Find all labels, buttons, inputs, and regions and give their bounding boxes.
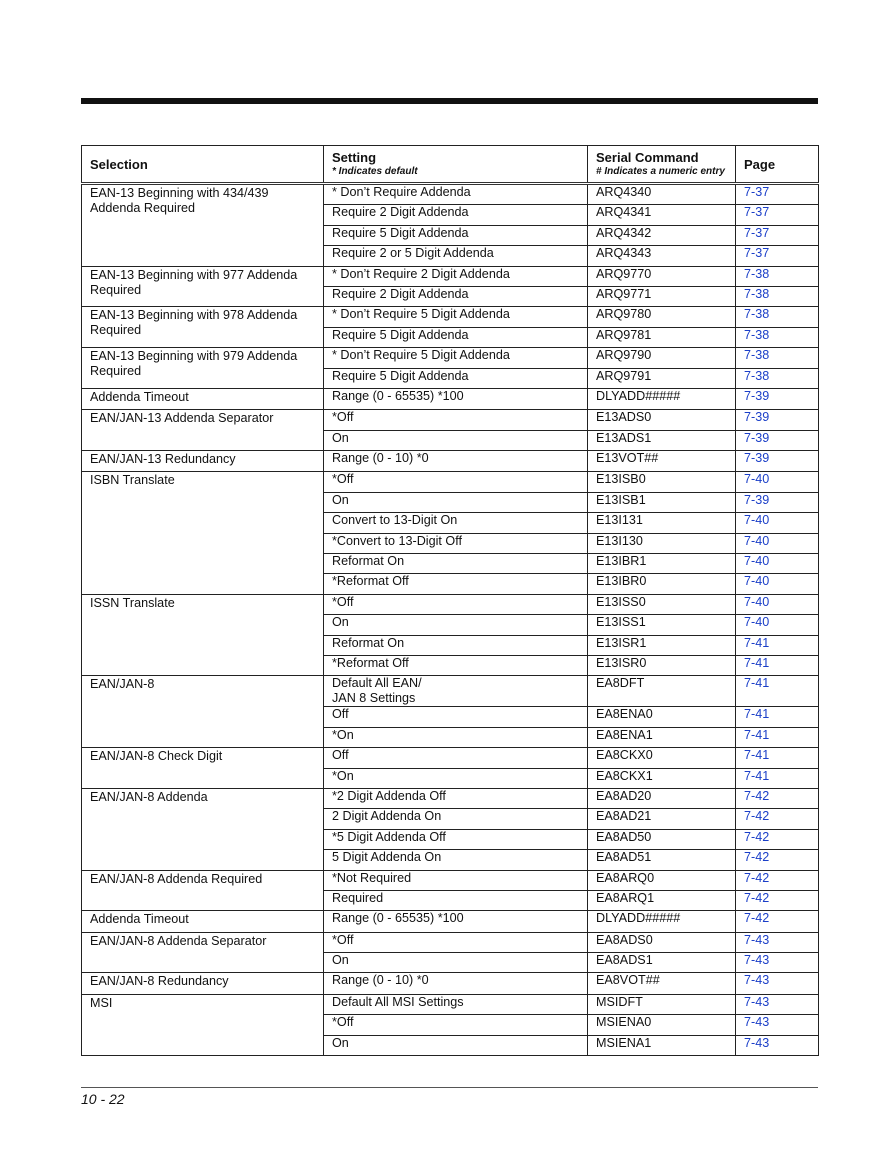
command-cell: E13VOT## xyxy=(588,451,736,472)
table-row xyxy=(82,932,819,952)
table-row xyxy=(82,870,819,890)
page-link[interactable]: 7-43 xyxy=(736,932,819,952)
page-link[interactable]: 7-41 xyxy=(736,676,819,707)
table-row xyxy=(82,472,819,492)
page-link[interactable]: 7-42 xyxy=(736,911,819,932)
selection-cell: EAN/JAN-8 Redundancy xyxy=(82,973,324,994)
command-cell: E13I131 xyxy=(588,513,736,533)
page-link[interactable]: 7-38 xyxy=(736,348,819,368)
setting-cell: * Don’t Require Addenda xyxy=(324,184,588,205)
command-cell: EA8CKX0 xyxy=(588,748,736,768)
selection-cell: EAN/JAN-8 Addenda Required xyxy=(82,870,324,911)
command-cell: ARQ9770 xyxy=(588,266,736,286)
selection-cell: EAN/JAN-13 Redundancy xyxy=(82,451,324,472)
setting-cell: Reformat On xyxy=(324,554,588,574)
selection-cell: EAN/JAN-8 xyxy=(82,676,324,748)
selection-cell: EAN-13 Beginning with 434/439 Addenda Required xyxy=(82,184,324,267)
page-link[interactable]: 7-40 xyxy=(736,615,819,635)
serial-command-table xyxy=(81,145,819,1056)
page-link[interactable]: 7-38 xyxy=(736,327,819,347)
selection-cell: EAN/JAN-8 Check Digit xyxy=(82,748,324,789)
setting-cell: * Don’t Require 2 Digit Addenda xyxy=(324,266,588,286)
command-cell: EA8ENA0 xyxy=(588,707,736,727)
command-cell: E13IBR0 xyxy=(588,574,736,594)
setting-cell: *Off xyxy=(324,1015,588,1035)
page-link[interactable]: 7-38 xyxy=(736,266,819,286)
header-command xyxy=(588,146,736,184)
setting-cell: On xyxy=(324,953,588,973)
setting-cell: Default All MSI Settings xyxy=(324,994,588,1014)
setting-cell: On xyxy=(324,1035,588,1055)
table-row xyxy=(82,266,819,286)
selection-cell: EAN-13 Beginning with 978 Addenda Required xyxy=(82,307,324,348)
setting-cell: *5 Digit Addenda Off xyxy=(324,829,588,849)
setting-cell: *On xyxy=(324,727,588,747)
setting-cell: Require 2 or 5 Digit Addenda xyxy=(324,246,588,266)
setting-cell: *Off xyxy=(324,594,588,614)
command-cell: ARQ4340 xyxy=(588,184,736,205)
table-row xyxy=(82,911,819,932)
command-cell: E13I130 xyxy=(588,533,736,553)
command-cell: DLYADD##### xyxy=(588,388,736,409)
setting-cell: On xyxy=(324,430,588,450)
setting-cell: 5 Digit Addenda On xyxy=(324,850,588,870)
page-link[interactable]: 7-40 xyxy=(736,554,819,574)
command-cell: MSIENA0 xyxy=(588,1015,736,1035)
command-cell: E13ADS0 xyxy=(588,410,736,430)
page-link[interactable]: 7-37 xyxy=(736,225,819,245)
setting-cell: Range (0 - 65535) *100 xyxy=(324,911,588,932)
table-row xyxy=(82,748,819,768)
table-row xyxy=(82,307,819,327)
setting-cell: Require 2 Digit Addenda xyxy=(324,286,588,306)
page-link[interactable]: 7-42 xyxy=(736,809,819,829)
footer-rule xyxy=(81,1087,818,1088)
page-link[interactable]: 7-43 xyxy=(736,953,819,973)
command-cell: EA8ARQ0 xyxy=(588,870,736,890)
command-cell: E13ADS1 xyxy=(588,430,736,450)
header-selection: Selection xyxy=(82,146,324,184)
page-link[interactable]: 7-39 xyxy=(736,430,819,450)
top-rule xyxy=(81,98,818,104)
header-setting-label: Setting xyxy=(332,150,377,165)
page-link[interactable]: 7-41 xyxy=(736,655,819,675)
command-cell: ARQ4343 xyxy=(588,246,736,266)
setting-cell: Range (0 - 65535) *100 xyxy=(324,388,588,409)
setting-cell: Convert to 13-Digit On xyxy=(324,513,588,533)
table-row xyxy=(82,388,819,409)
page-link[interactable]: 7-39 xyxy=(736,388,819,409)
command-cell: DLYADD##### xyxy=(588,911,736,932)
command-cell: E13ISB0 xyxy=(588,472,736,492)
page-link[interactable]: 7-41 xyxy=(736,727,819,747)
header-command-note: # Indicates a numeric entry xyxy=(596,166,725,177)
selection-cell: Addenda Timeout xyxy=(82,911,324,932)
setting-cell: *Off xyxy=(324,410,588,430)
setting-cell: * Don’t Require 5 Digit Addenda xyxy=(324,307,588,327)
command-cell: ARQ9771 xyxy=(588,286,736,306)
header-setting xyxy=(324,146,588,184)
setting-cell: *2 Digit Addenda Off xyxy=(324,788,588,808)
command-cell: ARQ4342 xyxy=(588,225,736,245)
page-link[interactable]: 7-40 xyxy=(736,513,819,533)
command-cell: EA8AD50 xyxy=(588,829,736,849)
page-link[interactable]: 7-40 xyxy=(736,472,819,492)
command-cell: EA8ADS1 xyxy=(588,953,736,973)
command-cell: EA8DFT xyxy=(588,676,736,707)
setting-cell: Range (0 - 10) *0 xyxy=(324,973,588,994)
command-cell: ARQ9790 xyxy=(588,348,736,368)
table-row xyxy=(82,973,819,994)
header-page: Page xyxy=(736,146,819,184)
setting-cell: *Off xyxy=(324,932,588,952)
page-link[interactable]: 7-40 xyxy=(736,594,819,614)
setting-cell: *Off xyxy=(324,472,588,492)
page-link[interactable]: 7-39 xyxy=(736,451,819,472)
setting-cell: Required xyxy=(324,890,588,910)
page-link[interactable]: 7-37 xyxy=(736,246,819,266)
setting-cell: Reformat On xyxy=(324,635,588,655)
page-link[interactable]: 7-41 xyxy=(736,748,819,768)
selection-cell: ISSN Translate xyxy=(82,594,324,676)
command-cell: E13IBR1 xyxy=(588,554,736,574)
table-row xyxy=(82,451,819,472)
command-cell: MSIENA1 xyxy=(588,1035,736,1055)
setting-cell: 2 Digit Addenda On xyxy=(324,809,588,829)
setting-cell: Require 2 Digit Addenda xyxy=(324,205,588,225)
setting-cell: Default All EAN/ JAN 8 Settings xyxy=(324,676,588,707)
selection-cell: EAN/JAN-13 Addenda Separator xyxy=(82,410,324,451)
command-cell: ARQ4341 xyxy=(588,205,736,225)
page-link[interactable]: 7-38 xyxy=(736,368,819,388)
command-cell: EA8AD20 xyxy=(588,788,736,808)
page-link[interactable]: 7-41 xyxy=(736,768,819,788)
command-cell: EA8ARQ1 xyxy=(588,890,736,910)
selection-cell: ISBN Translate xyxy=(82,472,324,594)
setting-cell: * Don’t Require 5 Digit Addenda xyxy=(324,348,588,368)
command-cell: EA8CKX1 xyxy=(588,768,736,788)
command-cell: MSIDFT xyxy=(588,994,736,1014)
page-link[interactable]: 7-41 xyxy=(736,635,819,655)
command-cell: EA8AD21 xyxy=(588,809,736,829)
selection-cell: EAN-13 Beginning with 979 Addenda Required xyxy=(82,348,324,389)
page-link[interactable]: 7-42 xyxy=(736,850,819,870)
page-link[interactable]: 7-37 xyxy=(736,184,819,205)
table-header-row xyxy=(82,146,819,184)
page-link[interactable]: 7-42 xyxy=(736,890,819,910)
selection-cell: EAN/JAN-8 Addenda xyxy=(82,788,324,870)
selection-cell: MSI xyxy=(82,994,324,1055)
table-row xyxy=(82,594,819,614)
page-link[interactable]: 7-40 xyxy=(736,574,819,594)
page-link[interactable]: 7-42 xyxy=(736,870,819,890)
command-cell: E13ISR0 xyxy=(588,655,736,675)
page-link[interactable]: 7-38 xyxy=(736,286,819,306)
setting-cell: On xyxy=(324,615,588,635)
table-row xyxy=(82,348,819,368)
table-row xyxy=(82,788,819,808)
command-cell: E13ISB1 xyxy=(588,492,736,512)
command-cell: E13ISS1 xyxy=(588,615,736,635)
page-link[interactable]: 7-42 xyxy=(736,829,819,849)
command-cell: ARQ9791 xyxy=(588,368,736,388)
setting-cell: Require 5 Digit Addenda xyxy=(324,368,588,388)
command-cell: ARQ9780 xyxy=(588,307,736,327)
command-cell: EA8ENA1 xyxy=(588,727,736,747)
page-link[interactable]: 7-37 xyxy=(736,205,819,225)
setting-cell: *Convert to 13-Digit Off xyxy=(324,533,588,553)
setting-cell: On xyxy=(324,492,588,512)
setting-cell: Require 5 Digit Addenda xyxy=(324,327,588,347)
setting-cell: *Not Required xyxy=(324,870,588,890)
command-cell: E13ISR1 xyxy=(588,635,736,655)
setting-cell: *On xyxy=(324,768,588,788)
table-row xyxy=(82,994,819,1014)
command-cell: ARQ9781 xyxy=(588,327,736,347)
table-row xyxy=(82,410,819,430)
page-link[interactable]: 7-38 xyxy=(736,307,819,327)
setting-cell: Range (0 - 10) *0 xyxy=(324,451,588,472)
selection-cell: EAN-13 Beginning with 977 Addenda Required xyxy=(82,266,324,307)
command-cell: EA8ADS0 xyxy=(588,932,736,952)
page-link[interactable]: 7-40 xyxy=(736,533,819,553)
selection-cell: EAN/JAN-8 Addenda Separator xyxy=(82,932,324,973)
page-link[interactable]: 7-43 xyxy=(736,1035,819,1055)
page-link[interactable]: 7-41 xyxy=(736,707,819,727)
setting-cell: Off xyxy=(324,707,588,727)
setting-cell: Require 5 Digit Addenda xyxy=(324,225,588,245)
table-body xyxy=(82,184,819,1056)
page-link[interactable]: 7-43 xyxy=(736,1015,819,1035)
table-row xyxy=(82,676,819,707)
command-cell: EA8AD51 xyxy=(588,850,736,870)
setting-cell: Off xyxy=(324,748,588,768)
page-link[interactable]: 7-42 xyxy=(736,788,819,808)
setting-cell: *Reformat Off xyxy=(324,655,588,675)
header-command-label: Serial Command xyxy=(596,150,699,165)
command-cell: EA8VOT## xyxy=(588,973,736,994)
table-row xyxy=(82,184,819,205)
page-link[interactable]: 7-43 xyxy=(736,973,819,994)
setting-cell: *Reformat Off xyxy=(324,574,588,594)
page-number: 10 - 22 xyxy=(81,1091,125,1107)
selection-cell: Addenda Timeout xyxy=(82,388,324,409)
command-cell: E13ISS0 xyxy=(588,594,736,614)
header-setting-note: * Indicates default xyxy=(332,166,418,177)
page-link[interactable]: 7-39 xyxy=(736,410,819,430)
page-link[interactable]: 7-43 xyxy=(736,994,819,1014)
page-link[interactable]: 7-39 xyxy=(736,492,819,512)
